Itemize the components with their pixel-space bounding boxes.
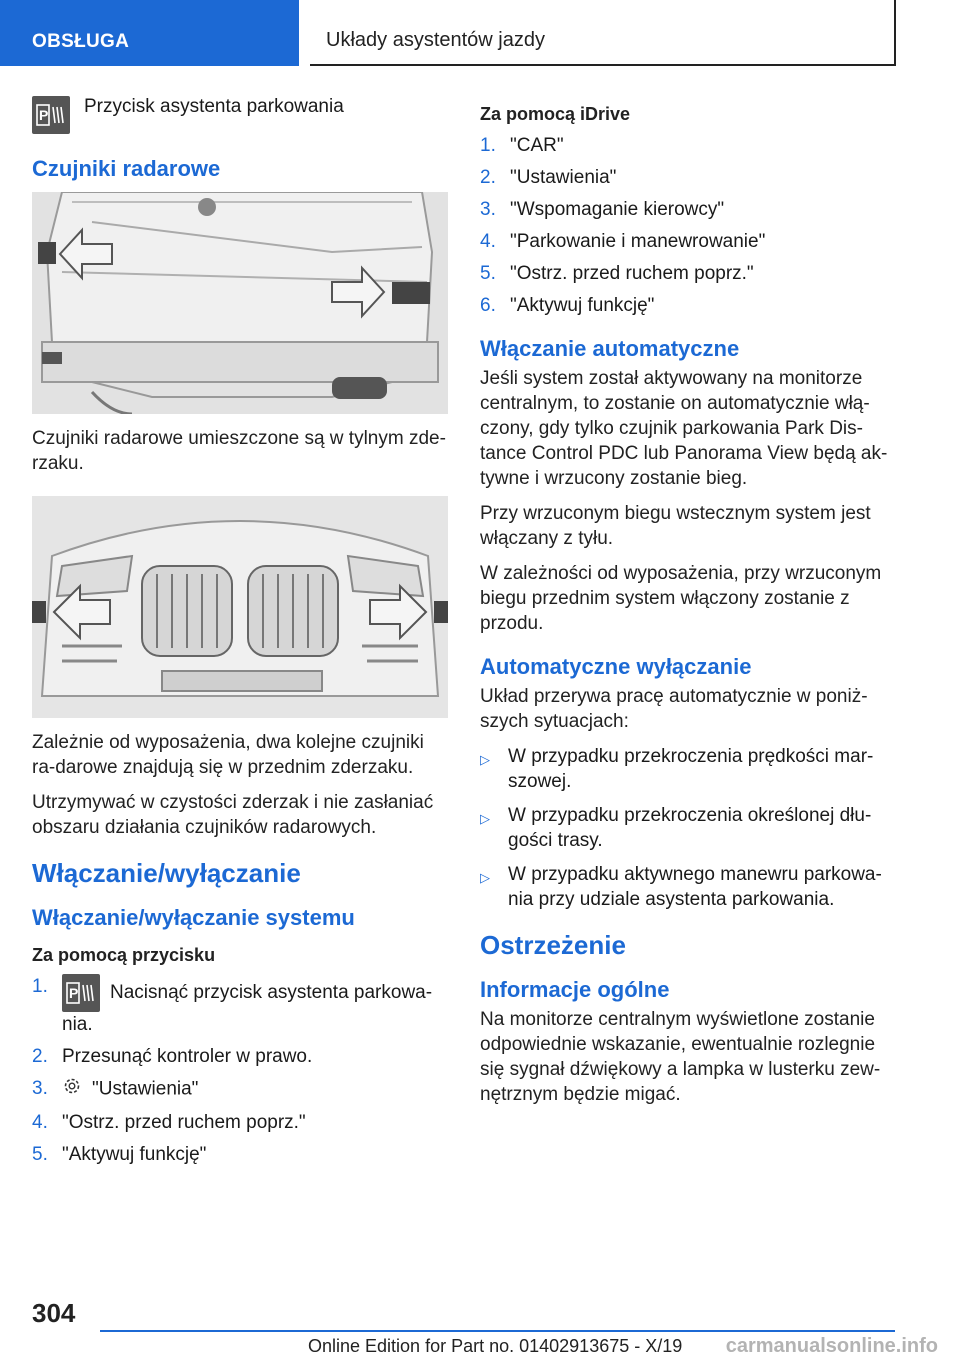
list-item: 2. Przesunąć kontroler w prawo. — [32, 1046, 313, 1067]
idrive-steps-list — [480, 133, 890, 318]
list-item: 6. "Aktywuj funkcję" — [480, 295, 655, 316]
button-caption: Przycisk asystenta parkowania — [84, 96, 344, 117]
heading-warning: Ostrzeżenie — [480, 930, 626, 960]
gear-icon — [62, 1076, 82, 1103]
button-steps-list — [32, 974, 448, 1167]
paragraph-auto-on-2: Przy wrzuconym biegu wstecznym system jest włączany z tyłu. — [480, 503, 871, 549]
heading-auto-on: Włączanie automatyczne — [480, 336, 740, 361]
paragraph-rear-sensors: Czujniki radarowe umieszczone są w tylnym zde-rzaku. — [32, 428, 446, 474]
svg-text:P: P — [39, 107, 49, 123]
page-number: 304 — [32, 1298, 76, 1328]
rear-bumper-photo — [32, 192, 448, 414]
button-legend — [32, 96, 448, 134]
left-column — [32, 96, 448, 1174]
svg-text:P: P — [69, 985, 79, 1001]
parking-assistant-button-icon — [62, 974, 100, 1012]
list-item: ▷ W przypadku przekroczenia określonej dłu-gości trasy. — [480, 805, 872, 851]
heading-general-info: Informacje ogólne — [480, 977, 670, 1002]
auto-off-bullets — [480, 744, 890, 912]
section-tab: OBSŁUGA — [0, 0, 299, 66]
heading-via-button: Za pomocą przycisku — [32, 945, 216, 965]
heading-on-off: Włączanie/wyłączanie — [32, 858, 301, 888]
list-item: 1. P Nacisnąć przycisk asystenta parkowa-nia. — [32, 976, 433, 1035]
list-item: ▷ W przypadku aktywnego manewru parkowa-nia przy udziale asystenta parkowania. — [480, 864, 882, 910]
footer-divider — [100, 1330, 895, 1332]
heading-auto-off: Automatyczne wyłączanie — [480, 654, 752, 679]
right-column — [480, 96, 890, 1117]
heading-radar: Czujniki radarowe — [32, 156, 221, 181]
watermark: carmanualsonline.info — [725, 1335, 938, 1357]
list-item: 3. "Wspomaganie kierowcy" — [480, 199, 725, 220]
list-item: 3. "Ustawienia" — [32, 1076, 448, 1103]
list-item: 5. "Aktywuj funkcję" — [32, 1144, 207, 1165]
paragraph-auto-on-1: Jeśli system został aktywowany na monitorze centralnym, to zostanie on automatycznie włą-czony, gdy tylko czujnik parkowania Park Dis-tance Control PDC lub Panorama View będą ak-tywne i wrzucony zostanie bieg. — [480, 368, 888, 489]
page-header — [0, 0, 960, 66]
paragraph-auto-on-3: W zależności od wyposażenia, przy wrzuconym biegu przednim system włączony zostanie z przodu. — [480, 563, 882, 634]
list-item: 1. "CAR" — [480, 135, 564, 156]
chapter-title: Układy asystentów jazdy — [310, 0, 896, 66]
paragraph-general-info: Na monitorze centralnym wyświetlone zostanie odpowiednie wskazanie, ewentualnie rozlegnie się sygnał dźwiękowy a lampka w lusterku zew-nętrznym będzie migać. — [480, 1009, 881, 1105]
paragraph-auto-off: Układ przerywa pracę automatycznie w poniż-szych sytuacjach: — [480, 686, 868, 732]
heading-via-idrive: Za pomocą iDrive — [480, 104, 631, 124]
paragraph-front-sensors: Zależnie od wyposażenia, dwa kolejne czujniki ra-darowe znajdują się w przednim zderzaku. — [32, 732, 424, 778]
list-item: ▷ W przypadku przekroczenia prędkości mar-szowej. — [480, 746, 874, 792]
list-item: 4. "Ostrz. przed ruchem poprz." — [32, 1112, 306, 1133]
front-bumper-photo — [32, 496, 448, 718]
list-item: 4. "Parkowanie i manewrowanie" — [480, 231, 766, 252]
list-item: 2. "Ustawienia" — [480, 167, 617, 188]
edition-note: Online Edition for Part no. 01402913675 - X/19 — [308, 1336, 683, 1356]
heading-system-on-off: Włączanie/wyłączanie systemu — [32, 905, 355, 930]
parking-assistant-button-icon — [32, 96, 70, 134]
list-item: 5. "Ostrz. przed ruchem poprz." — [480, 263, 754, 284]
paragraph-keep-clean: Utrzymywać w czystości zderzak i nie zasłaniać obszaru działania czujników radarowych. — [32, 792, 434, 838]
